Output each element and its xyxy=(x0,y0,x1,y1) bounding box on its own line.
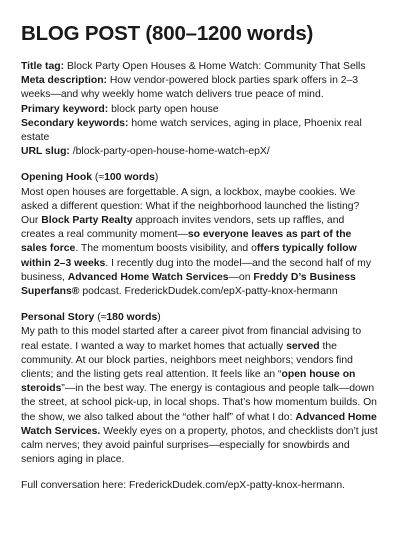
personal-story-section xyxy=(21,311,379,467)
opening-hook-word-count xyxy=(95,172,158,183)
personal-story-heading xyxy=(21,311,379,325)
url-slug-label: URL slug: xyxy=(21,146,70,158)
hook-text: approach invites vendors, sets up raffles, and creates a real community moment— xyxy=(21,215,345,241)
word-count-suffix: ) xyxy=(154,172,159,184)
story-text: the community. At our block parties, neighbors meet neighbors; vendors find clients; and the listing gets real attention. It feels like an “ xyxy=(21,340,353,381)
hook-bold: Freddy D’s Business Superfans® xyxy=(21,271,356,298)
secondary-keywords-line xyxy=(21,117,379,145)
title-tag-value: Block Party Open Houses & Home Watch: Community That Sells xyxy=(67,61,366,72)
hook-bold: Block Party Realty xyxy=(41,215,133,227)
word-count-number: 180 words xyxy=(106,312,158,324)
story-bold: open house on steroids xyxy=(21,369,356,395)
primary-keyword-value: block party open house xyxy=(111,103,219,115)
personal-story-paragraph xyxy=(21,325,379,467)
story-text: My path to this model started after a career pivot from financial advising to real estate. I wanted a way to market homes that actually xyxy=(21,326,362,352)
primary-keyword-line xyxy=(21,103,379,117)
word-count-suffix: ) xyxy=(157,312,161,324)
secondary-keywords-value: home watch services, aging in place, Phoenix real estate xyxy=(21,117,362,144)
hook-bold: ffers typically follow within 2–3 weeks xyxy=(21,243,357,269)
url-slug-value: /block-party-open-house-home-watch-epX/ xyxy=(72,146,270,158)
story-bold: Advanced Home Watch Services. xyxy=(21,411,377,437)
word-count-prefix: (≈ xyxy=(94,172,105,184)
hook-text: . The momentum boosts visibility, and o xyxy=(75,243,257,255)
title-tag-label: Title tag: xyxy=(21,61,65,72)
hook-bold: Advanced Home Watch Services xyxy=(67,271,229,283)
hook-text: podcast. FrederickDudek.com/epX-patty-knox-hermann xyxy=(79,286,338,298)
closing-line: Full conversation here: FrederickDudek.com/epX-patty-knox-hermann. xyxy=(21,480,345,492)
meta-description-value: How vendor-powered block parties spark offers in 2–3 weeks—and why weekly home watch delivers true peace of mind. xyxy=(21,75,359,101)
story-text: Weekly eyes on a property, photos, and checklists don’t just calm nerves; they avoid painful surprises—especially for snowbirds and seniors aging in place. xyxy=(21,425,378,466)
opening-hook-section xyxy=(21,171,379,299)
word-count-number: 100 words xyxy=(104,172,155,184)
story-text: ”—in the best way. The energy is contagious and people talk—down the street, at school pick-up, in local shops. That’s how momentum builds. On the show, we also talked about the “other half” of what I do: xyxy=(21,383,377,423)
opening-hook-paragraph xyxy=(21,186,379,300)
primary-keyword-label: Primary keyword: xyxy=(21,103,109,115)
hook-text: . I recently dug into the model—and the second half of my business, xyxy=(21,257,372,283)
personal-story-word-count xyxy=(97,312,160,323)
meta-description-line xyxy=(21,74,379,102)
opening-hook-title: Opening Hook xyxy=(21,172,92,184)
url-slug-line xyxy=(21,145,379,159)
word-count-prefix: (≈ xyxy=(97,312,107,324)
story-bold: served xyxy=(286,340,320,352)
hook-text: —on xyxy=(228,271,254,283)
page-title: BLOG POST (800–1200 words) xyxy=(21,22,314,45)
hook-bold: so everyone leaves as part of the sales force xyxy=(21,229,352,255)
hook-text: Most open houses are forgettable. A sign, a lockbox, maybe cookies. We asked a different question: What if the neighborhood launched the listing? Our xyxy=(21,186,360,227)
secondary-keywords-label: Secondary keywords: xyxy=(21,117,129,129)
personal-story-title: Personal Story xyxy=(21,312,95,324)
title-tag-line xyxy=(21,60,379,74)
meta-description-label: Meta description: xyxy=(21,75,108,87)
opening-hook-heading xyxy=(21,171,379,185)
seo-meta-block xyxy=(21,60,379,159)
